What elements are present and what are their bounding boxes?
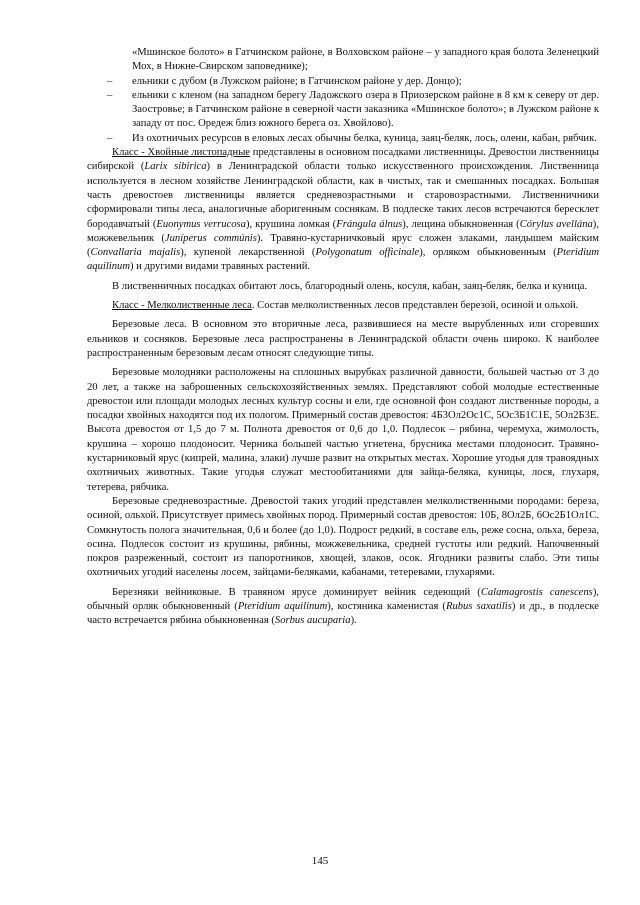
text-span: ), можжевельник ( bbox=[87, 218, 599, 244]
text-span: Березовые средневозрастные. Древостой таких угодий представлен мелколиственными породами: береза, осиной, ольхой. Присутствует примесь хвойных пород. Примерный состав древостоя: 10Б, 8Ол2Б, 6Ос2Б1Ол1С. Сомкнутость полога значительная, 0,6 и более (до 1,0). Подрост редкий, в составе ель, реже сосна, ольха, береза, осина. Подлесок состоит из крушины, рябины, можжевельника, средней густоты или редкий. Напочвенный покров разреженный, состоит из папоротников, хвощей, злаков, осок. Ягодники развиты слабо. Эти типы охотничьих угодий населены лосем, зайцами-беляками, кабанами, тетеревами, глухарями. bbox=[87, 495, 599, 579]
latin-name: Sorbus aucuparia bbox=[274, 615, 351, 627]
latin-name: Euonymus verrucosa bbox=[156, 218, 246, 230]
text-span: представлены в основном посадками лиственницы. Древостои лиственницы сибирской ( bbox=[87, 147, 599, 173]
bullet-dash: – bbox=[107, 89, 113, 101]
text-span: ). bbox=[350, 615, 357, 627]
text-span: Березовые леса. В основном это вторичные леса, развившиеся на месте вырубленных или сгоревших ельников и сосняков. Березовые леса распространены в Ленинградской области очень широко. К наиболее распространенным березовым лесам относят следующие типы. bbox=[87, 319, 599, 359]
text-span: Березняки вейниковые. В травяном ярусе доминирует вейник седеющий ( bbox=[112, 586, 481, 598]
text-span: В лиственничных посадках обитают лось, благородный олень, косуля, кабан, заяц-беляк, белка и куница. bbox=[112, 280, 588, 292]
paragraph-continuation bbox=[87, 46, 599, 75]
list-item bbox=[87, 89, 599, 132]
latin-name: Convallaria majalis bbox=[90, 247, 181, 259]
paragraph-larch bbox=[87, 146, 599, 275]
bullet-dash: – bbox=[107, 132, 113, 144]
text-span: ) в Ленинградской области только искусственного происхождения. Лиственница используется в лесном хозяйстве Ленинградской области, как в чистых, так и смешанных посадках. Большая часть древостоев лиственницы является средневозрастными и старовозрастными. Лиственничники сформировали типы леса, аналогичные аборигенным соснякам. В подлеске таких лесов встречаются бересклет бородавчатый ( bbox=[87, 161, 599, 230]
paragraph-small-leaved bbox=[87, 299, 599, 313]
text-span: ), купеной лекарственной ( bbox=[180, 247, 316, 259]
text-span: Из охотничьих ресурсов в еловых лесах обычны белка, куница, заяц-беляк, лось, олени, кабан, рябчик. bbox=[132, 132, 597, 144]
latin-name: Pteridium aquilinum bbox=[87, 247, 599, 273]
latin-name: Calamagrostis canescens bbox=[480, 586, 593, 598]
class-heading-deciduous-conifers: Класс - Хвойные листопадные bbox=[112, 147, 251, 159]
latin-name: Polygonatum officinale bbox=[315, 247, 420, 259]
paragraph-birch-reed-grass bbox=[87, 586, 599, 629]
text-span: «Мшинское болото» в Гатчинском районе, в Волховском районе – у западного края болота Зеленецкий Мох, в Нижне-Свирском заповеднике); bbox=[132, 47, 599, 73]
latin-name: Córylus avellána bbox=[519, 218, 593, 230]
page-number: 145 bbox=[311, 855, 329, 867]
text-span: ). Травяно-кустарничковый ярус сложен злаками, ландышем майским ( bbox=[87, 232, 599, 259]
bullet-dash: – bbox=[107, 75, 113, 87]
text-span: ), крушина ломкая ( bbox=[245, 218, 337, 230]
text-span: ) и др., в подлеске часто встречается рябина обыкновенная ( bbox=[87, 600, 599, 627]
class-heading-small-leaved: Класс - Мелколиственные леса bbox=[112, 300, 252, 312]
latin-name: Pteridium aquilinum bbox=[237, 600, 328, 612]
latin-name: Rubus saxatilis bbox=[445, 600, 512, 612]
paragraph-birch-young bbox=[87, 366, 599, 495]
text-span: ), орляком обыкновенным ( bbox=[419, 247, 557, 259]
text-span: ), обычный орляк обыкновенный ( bbox=[87, 586, 599, 612]
paragraph-birch-middle-aged bbox=[87, 495, 599, 581]
text-span: ельники с дубом (в Лужском районе; в Гатчинском районе у дер. Донцо); bbox=[132, 75, 462, 87]
text-span: ельники с кленом (на западном берегу Ладожского озера в Приозерском районе в 8 км к северу от дер. Заостровье; в Гатчинском районе в северной части заказника «Мшинское болото»; в Лужском районе к западу от пос. Оредеж близ южного берега оз. Хвойлово). bbox=[132, 89, 599, 130]
text-span: ), лещина обыкновенная ( bbox=[402, 218, 520, 230]
text-span: ) и другими видами травяных растений. bbox=[129, 261, 311, 273]
latin-name: Larix sibirica bbox=[144, 161, 207, 173]
text-span: . Состав мелколиственных лесов представлен березой, осиной и ольхой. bbox=[251, 300, 579, 312]
page-body bbox=[87, 46, 599, 629]
text-span: ), костяника каменистая ( bbox=[327, 600, 446, 612]
paragraph-larch-fauna bbox=[87, 280, 599, 294]
list-item bbox=[87, 132, 599, 146]
latin-name: Juníperus commúnis bbox=[164, 232, 257, 244]
list-item bbox=[87, 75, 599, 89]
paragraph-birch-forests bbox=[87, 318, 599, 361]
text-span: Березовые молодняки расположены на сплошных вырубках различной давности, большей частью от 3 до 20 лет, а также на заброшенных сельскохозяйственных землях. Представляют собой молодые естественные древостои или площади молодых лесных культур сосны и ели, где основной фон создают лиственные породы, а посадки хвойных находятся под их пологом. Примерный состав древостоя: 4Б3Ол2Ос1С, 5Ос3Б1С1Е, 5Ол2Б3Е. Высота древостоя от 1,5 до 7 м. Полнота древостоя от 0,6 до 1,0. Подлесок – рябина, черемуха, жимолость, крушина – хорошо плодоносит. Черника большей частью угнетена, брусника местами плодоносит. Травяно-кустарниковый ярус (кипрей, малина, злаки) лучше развит на открытых местах. Хорошие угодья для травоядных охотничьих животных. Такие угодья служат местообитаниями для зайца-беляка, куницы, лося, глухаря, тетерева, рябчика. bbox=[87, 367, 599, 493]
latin-name: Frángula álnus bbox=[336, 218, 403, 230]
